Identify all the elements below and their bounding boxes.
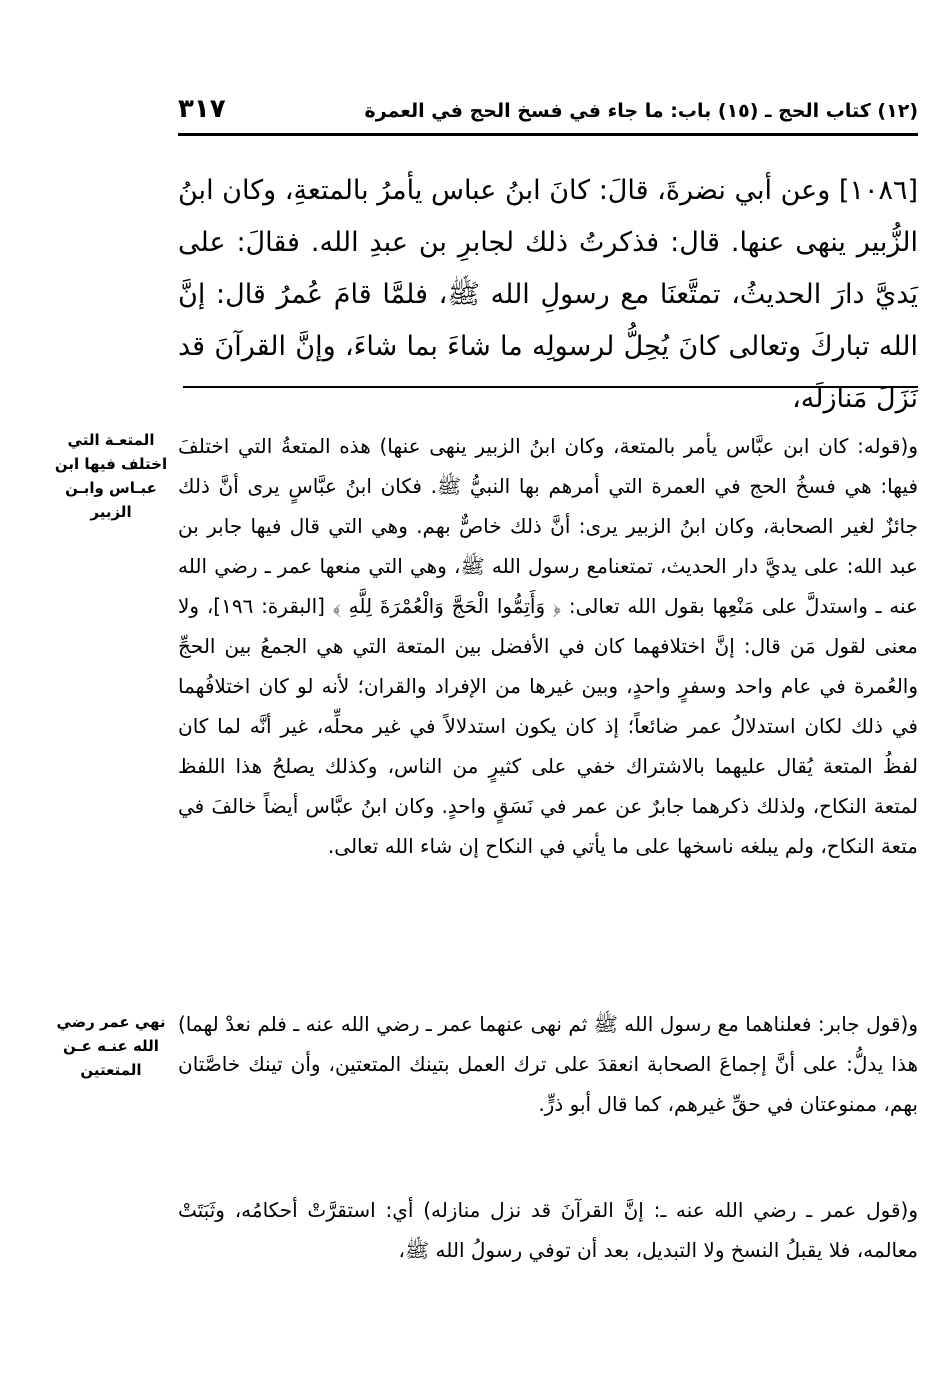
commentary-text: و(قول جابر: فعلناهما مع رسول الله ﷺ ثم نهى عنهما عمر ـ رضي الله عنه ـ فلم نعدْ لهما) هذا يدلُّ: على أنَّ إجماعَ الصحابة انعقدَ على ترك العمل بتينك المتعتين، وأن تينك خاصَّتان بهم، ممنوعتان في حقِّ غيرهم، كما قال أبو ذرٍّ. xyxy=(178,1012,918,1116)
margin-note-umar-prohibition: نهي عمر رضي الله عنـه عـن المتعتين xyxy=(56,1013,166,1079)
commentary-paragraph-3 xyxy=(178,1190,918,1270)
section-divider xyxy=(183,386,918,388)
hadith-text: [١٠٨٦] وعن أبي نضرةَ، قالَ: كانَ ابنُ عباس يأمرُ بالمتعةِ، وكان ابنُ الزُّبير ينهى عنها. قال: فذكرتُ ذلك لجابرِ بن عبدِ الله. فقالَ: على يَديَّ دارَ الحديثُ، تمتَّعنَا مع رسولِ الله ﷺ، فلمَّا قامَ عُمرُ قال: إنَّ الله تباركَ وتعالى كانَ يُحِلُّ لرسولِه ما شاءَ بما شاءَ، وإنَّ القرآنَ قد نَزَلَ مَنازلَه، xyxy=(178,175,918,414)
commentary-text: و(قول عمر ـ رضي الله عنه ـ: إنَّ القرآنَ قد نزل منازله) أي: استقرَّتْ أحكامُه، وثَبَتَتْ معالمه، فلا يقبلُ النسخ ولا التبديل، بعد أن توفي رسولُ الله ﷺ، xyxy=(178,1198,918,1262)
commentary-paragraph-2 xyxy=(178,1004,918,1124)
commentary-paragraph-1 xyxy=(178,426,918,866)
margin-note-mutah-dispute: المتعـة التي اختلف فيها ابن عبـاس وابـن الزبير xyxy=(54,431,168,521)
page-number: ٣١٧ xyxy=(178,94,226,124)
running-header xyxy=(178,92,918,132)
header-rule xyxy=(178,133,918,136)
commentary-text: و(قوله: كان ابن عبَّاس يأمر بالمتعة، وكان ابنُ الزبير ينهى عنها) هذه المتعةُ التي اختلفَ فيها: هي فسخُ الحج في العمرة التي أمرهم بها النبيُّ ﷺ. فكان ابنُ عبَّاسٍ يرى أنَّ ذلك جائزٌ لغير الصحابة، وكان ابنُ الزبير يرى: أنَّ ذلك خاصٌّ بهم. وهي التي قال فيها جابر بن عبد الله: على يديَّ دار الحديث، تمتعنامع رسول الله ﷺ، وهي التي منعها عمر ـ رضي الله عنه ـ واستدلَّ على مَنْعِها بقول الله تعالى: ﴿ وَأَتِمُّوا الْحَجَّ وَالْعُمْرَةَ لِلَّهِ ﴾ [البقرة: ١٩٦]، ولا معنى لقول مَن قال: إنَّ اختلافهما كان في الأفضل بين المتعة التي هي الجمعُ بين الحجِّ والعُمرة في عام واحد وسفرٍ واحدٍ، وبين غيرها من الإفراد والقران؛ لأنه لو كان اختلافُهما في ذلك لكان استدلالُ عمر ضائعاً؛ إذ كان يكون استدلالاً في غير محلِّه، غير أنَّه لما كان لفظُ المتعة يُقال عليهما بالاشتراك خفي على كثيرٍ من الناس، وكذلك يصلحُ هذا اللفظ لمتعة النكاح، ولذلك ذكرهما جابرٌ عن عمر في نَسَقٍ واحدٍ. وكان ابنُ عبَّاس أيضاً خالفَ في متعة النكاح، ولم يبلغه ناسخها على ما يأتي في النكاح إن شاء الله تعالى. xyxy=(178,434,918,858)
header-title: (١٢) كتاب الحج ـ (١٥) باب: ما جاء في فسخ الحج في العمرة xyxy=(364,100,918,122)
